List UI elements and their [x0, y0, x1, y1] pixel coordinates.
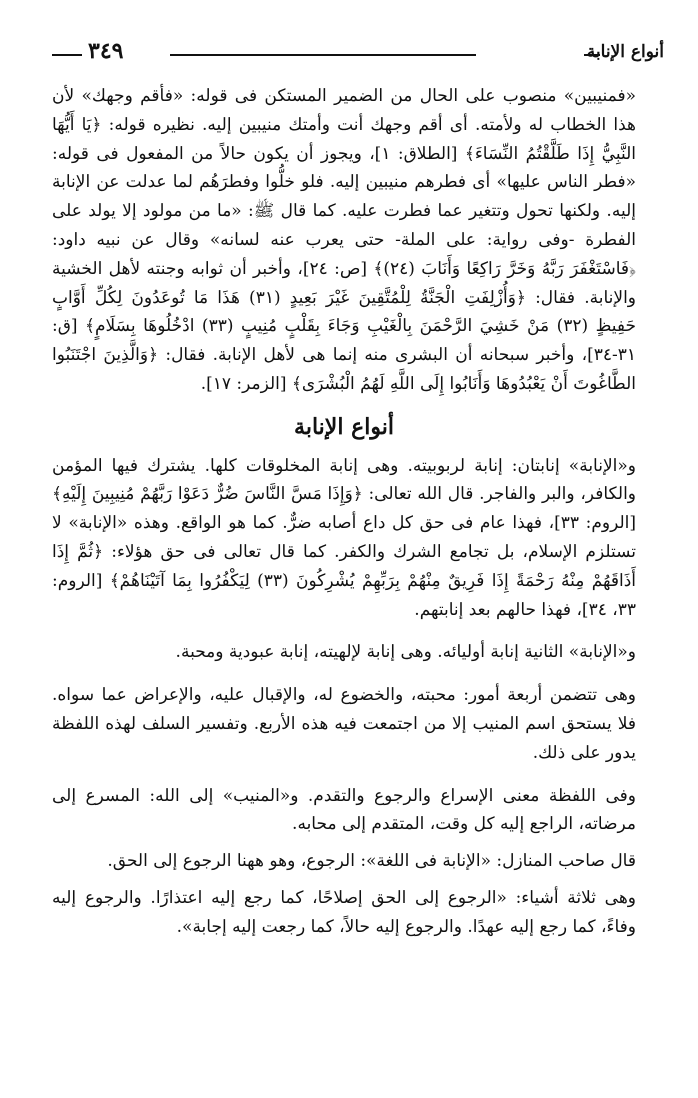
- body-paragraph: و«الإنابة» إنابتان: إنابة لربوبيته. وهى إنابة المخلوقات كلها. يشترك فيها المؤمن والكافر، والبر والفاجر. قال الله تعالى: ﴿وَإِذَا مَسَّ النَّاسَ ضُرٌّ دَعَوْا رَبَّهُمْ مُنِيبِينَ إِلَيْهِ﴾ [الروم: ٣٣]، فهذا عام فى حق كل داع أصابه ضرٌّ. كما هو الواقع. وهذه «الإنابة» لا تستلزم الإسلام، بل تجامع الشرك والكفر. كما قال تعالى فى حق هؤلاء: ﴿ثُمَّ إِذَا أَذَاقَهُمْ مِنْهُ رَحْمَةً إِذَا فَرِيقٌ مِنْهُمْ بِرَبِّهِمْ يُشْرِكُونَ (٣٣) لِيَكْفُرُوا بِمَا آتَيْنَاهُمْ﴾ [الروم: ٣٣، ٣٤]، فهذا حالهم بعد إنابتهم.: [52, 455, 637, 620]
- section-heading: أنواع الإنابة: [294, 413, 394, 440]
- header-rule-middle: [170, 54, 476, 56]
- body-paragraph: وهى تتضمن أربعة أمور: محبته، والخضوع له، والإقبال عليه، والإعراض عما سواه. فلا يستحق اسم المنيب إلا من اجتمعت فيه هذه الأربع. وتفسير السلف لهذه اللفظة يدور على ذلك.: [52, 685, 636, 763]
- body-paragraph: وفى اللفظة معنى الإسراع والرجوع والتقدم. و«المنيب» إلى الله: المسرع إلى مرضاته، الراجع إليه كل وقت، المتقدم إلى محابه.: [52, 785, 636, 835]
- page-number: ٣٤٩: [88, 38, 124, 64]
- body-paragraph: وهى ثلاثة أشياء: «الرجوع إلى الحق إصلاحًا، كما رجع إليه اعتذارًا. والرجوع إليه وفاءً، كما رجع إليه عهدًا. والرجوع إليه حالاً، كما رجعت إليه إجابة».: [52, 887, 636, 937]
- running-header: [52, 36, 664, 66]
- running-title: أنواع الإنابة: [586, 42, 664, 62]
- header-rule-left: [52, 54, 82, 56]
- page-body: [52, 82, 636, 942]
- body-paragraph: قال صاحب المنازل: «الإنابة فى اللغة»: الرجوع، وهو ههنا الرجوع إلى الحق.: [107, 851, 636, 872]
- body-paragraph: و«الإنابة» الثانية إنابة أوليائه. وهى إنابة لإلهيته، إنابة عبودية ومحبة.: [175, 642, 636, 663]
- intro-paragraph: «فمنيبين» منصوب على الحال من الضمير المستكن فى قوله: «فأقم وجهك» لأن هذا الخطاب له ولأمته. أى أقم وجهك أنت وأمتك منيبين إليه. نظيره قوله: ﴿يَا أَيُّهَا النَّبِيُّ إِذَا طَلَّقْتُمُ النِّسَاءَ﴾ [الطلاق: ١]، ويجوز أن يكون حالاً من المفعول فى قوله: «فطر الناس عليها» أى فطرهم منيبين إليه. فلو خلُّوا وفطرَهُم لما عدلت عن الإنابة إليه. ولكنها تحول وتتغير عما فطرت عليه. كما قال ﷺ: «ما من مولود إلا يولد على الفطرة -وفى رواية: على الملة- حتى يعرب عنه لسانه» وقال عن نبيه داود: ﴿فَاسْتَغْفَرَ رَبَّهُ وَخَرَّ رَاكِعًا وَأَنَابَ (٢٤)﴾ [ص: ٢٤]، وأخبر أن ثوابه وجنته لأهل الخشية والإنابة. فقال: ﴿وَأُزْلِفَتِ الْجَنَّةُ لِلْمُتَّقِينَ غَيْرَ بَعِيدٍ (٣١) هَذَا مَا تُوعَدُونَ لِكُلِّ أَوَّابٍ حَفِيظٍ (٣٢) مَنْ خَشِيَ الرَّحْمَنَ بِالْغَيْبِ وَجَاءَ بِقَلْبٍ مُنِيبٍ (٣٣) ادْخُلُوهَا بِسَلَامٍ﴾ [ق: ٣١-٣٤]، وأخبر سبحانه أن البشرى منه إنما هى لأهل الإنابة. فقال: ﴿وَالَّذِينَ اجْتَنَبُوا الطَّاغُوتَ أَنْ يَعْبُدُوهَا وَأَنَابُوا إِلَى اللَّهِ لَهُمُ الْبُشْرَى﴾ [الزمر: ١٧].: [52, 86, 637, 394]
- header-rule-right: [584, 54, 600, 56]
